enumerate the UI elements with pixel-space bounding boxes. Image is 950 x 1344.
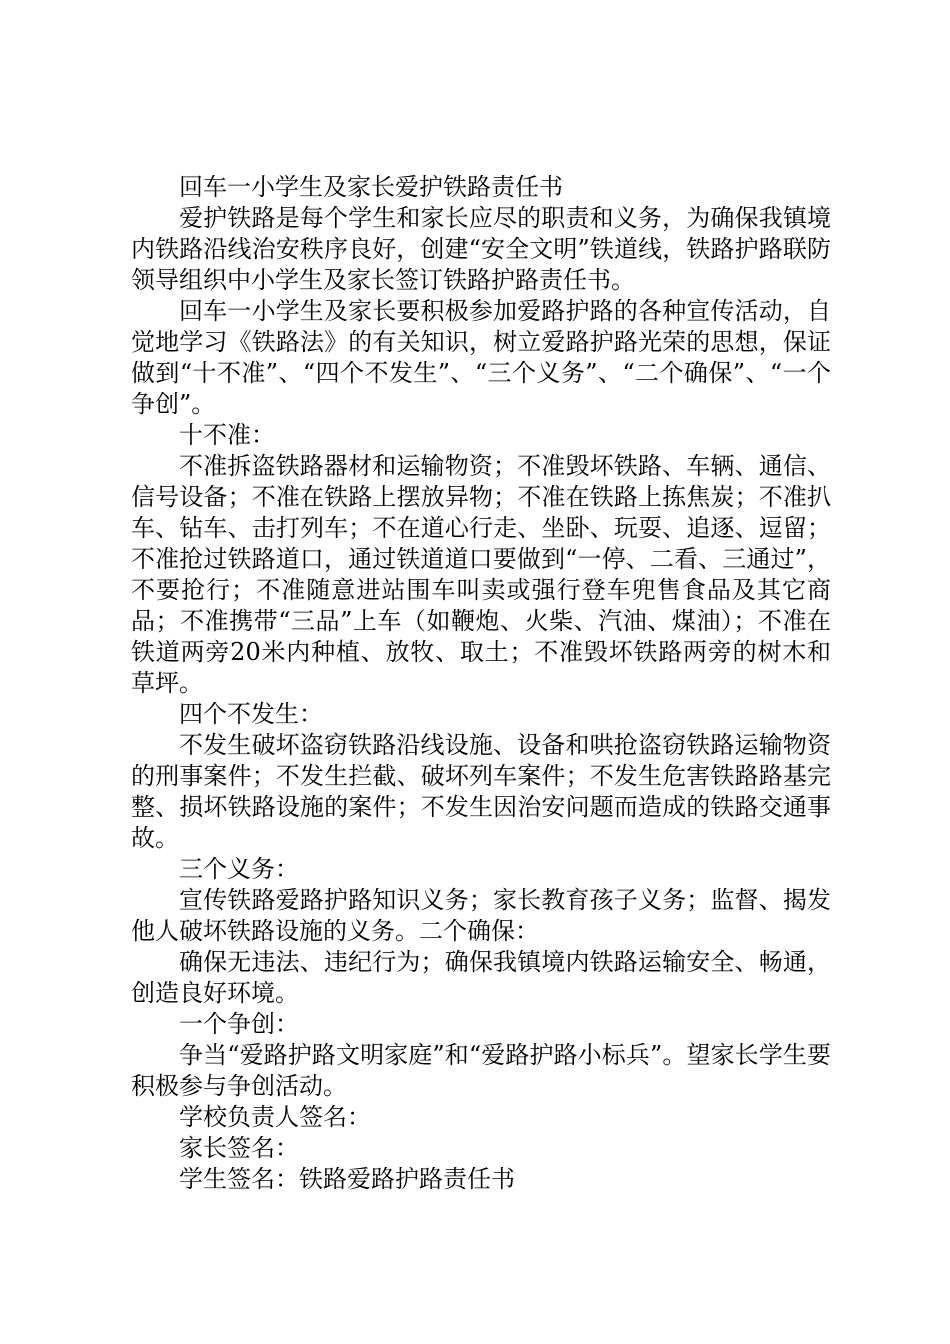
three-duties-paragraph: 宣传铁路爱路护路知识义务；家长教育孩子义务；监督、揭发他人破坏铁路设施的义务。二个确保： <box>131 886 831 945</box>
one-strive-heading: 一个争创： <box>179 1010 299 1038</box>
document-body <box>131 172 831 1195</box>
student-signature-line: 学生签名：铁路爱路护路责任书 <box>179 1165 515 1193</box>
one-strive-paragraph: 争当“爱路护路文明家庭”和“爱路护路小标兵”。望家长学生要积极参与争创活动。 <box>131 1041 831 1100</box>
two-ensure-paragraph: 确保无违法、违纪行为；确保我镇境内铁路运输安全、畅通，创造良好环境。 <box>131 948 831 1007</box>
school-signature-line: 学校负责人签名： <box>179 1103 371 1131</box>
three-duties-heading: 三个义务： <box>179 855 299 883</box>
four-no-heading: 四个不发生： <box>179 700 323 728</box>
four-no-paragraph: 不发生破坏盗窃铁路沿线设施、设备和哄抢盗窃铁路运输物资的刑事案件；不发生拦截、破坏列车案件；不发生危害铁路路基完整、损坏铁路设施的案件；不发生因治安问题而造成的铁路交通事故。 <box>131 731 831 852</box>
ten-no-heading: 十不准： <box>179 421 275 449</box>
parent-signature-line: 家长签名： <box>179 1134 299 1162</box>
ten-no-paragraph: 不准拆盗铁路器材和运输物资；不准毁坏铁路、车辆、通信、信号设备；不准在铁路上摆放异物；不准在铁路上拣焦炭；不准扒车、钻车、击打列车；不在道心行走、坐卧、玩耍、追逐、逗留；不准抢过铁路道口，通过铁道道口要做到“一停、二看、三通过”，不要抢行；不准随意进站围车叫卖或强行登车兜售食品及其它商品；不准携带“三品”上车（如鞭炮、火柴、汽油、煤油）；不准在铁道两旁20米内种植、放牧、取土；不准毁坏铁路两旁的树木和草坪。 <box>131 452 831 697</box>
overview-paragraph: 回车一小学生及家长要积极参加爱路护路的各种宣传活动，自觉地学习《铁路法》的有关知识，树立爱路护路光荣的思想，保证做到“十不准”、“四个不发生”、“三个义务”、“二个确保”、“一个争创”。 <box>131 297 831 418</box>
document-title: 回车一小学生及家长爱护铁路责任书 <box>179 173 563 201</box>
intro-paragraph: 爱护铁路是每个学生和家长应尽的职责和义务，为确保我镇境内铁路沿线治安秩序良好，创建“安全文明”铁道线，铁路护路联防领导组织中小学生及家长签订铁路护路责任书。 <box>131 204 831 294</box>
